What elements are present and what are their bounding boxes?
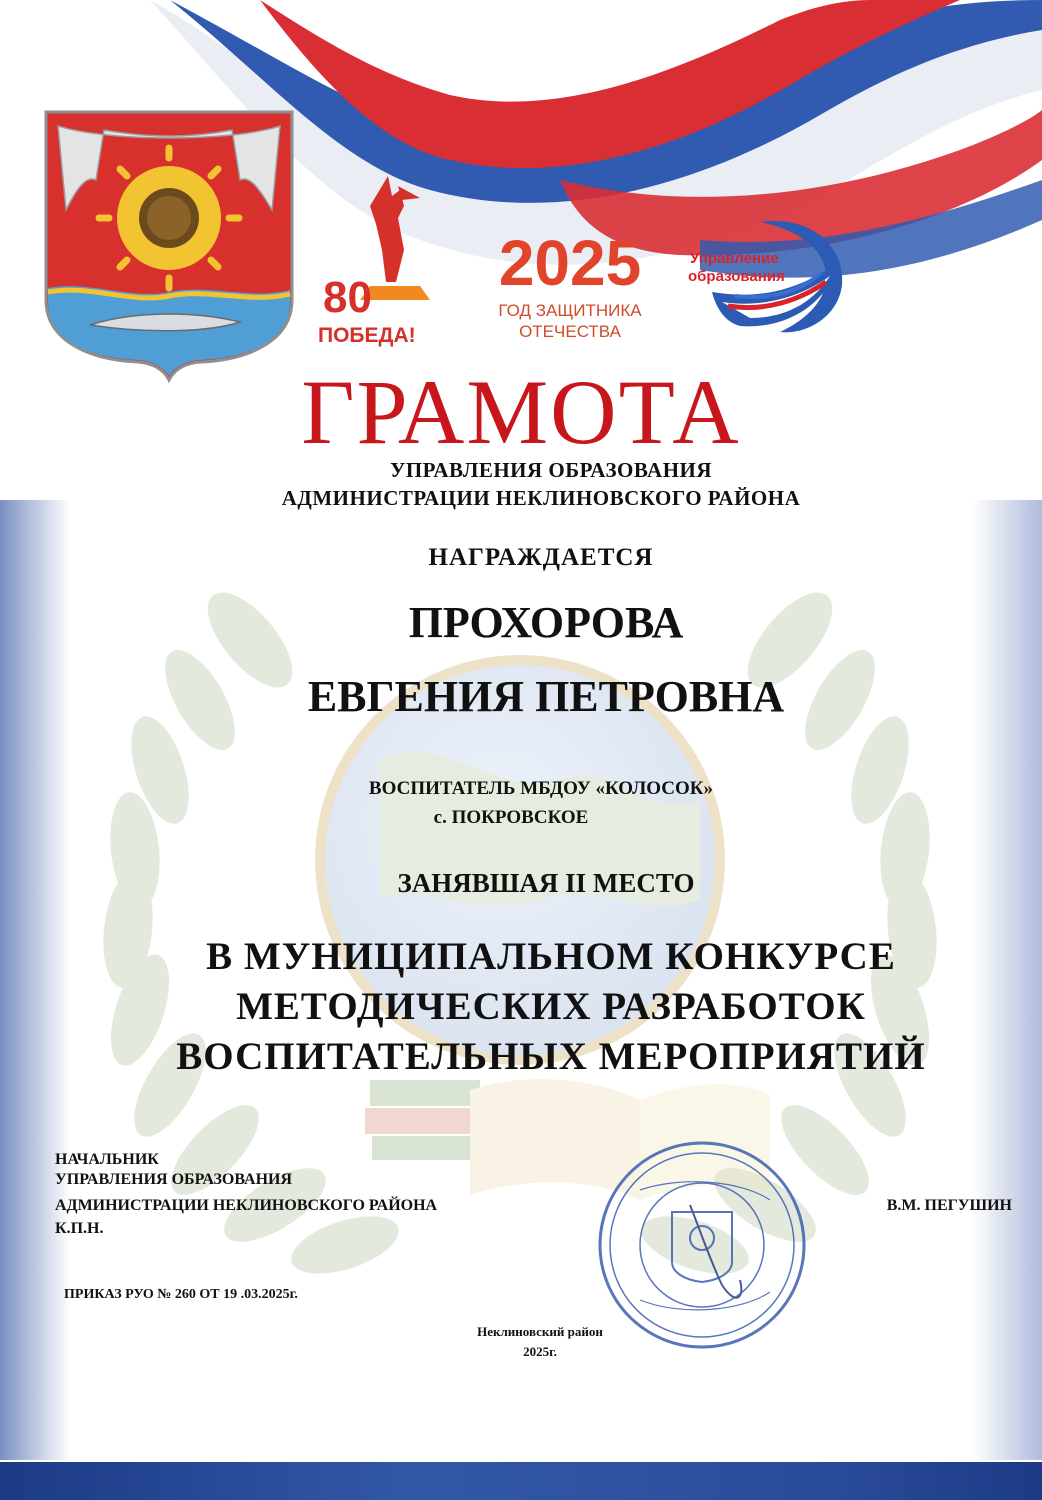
place-text: ЗАНЯВШАЯ II МЕСТО [397,868,695,898]
signature-line-1: НАЧАЛЬНИК [55,1151,159,1168]
footer-year: 2025г. [523,1344,557,1359]
year-number: 2025 [498,227,642,299]
signature-line-3: АДМИНИСТРАЦИИ НЕКЛИНОВСКОГО РАЙОНА [55,1197,438,1214]
org-line-2: АДМИНИСТРАЦИИ НЕКЛИНОВСКОГО РАЙОНА [281,486,801,510]
contest-line-1: В МУНИЦИПАЛЬНОМ КОНКУРСЕ [206,935,896,978]
signer-name: В.М. ПЕГУШИН [886,1197,1012,1214]
order-reference: ПРИКАЗ РУО № 260 ОТ 19 .03.2025г. [64,1287,298,1302]
recipient-given-names: ЕВГЕНИЯ ПЕТРОВНА [307,672,785,721]
signature-line-4: К.П.Н. [55,1220,104,1237]
awarded-label: НАГРАЖДАЕТСЯ [428,544,654,571]
contest-line-2: МЕТОДИЧЕСКИХ РАЗРАБОТОК [236,985,866,1028]
year-text-line2: ОТЕЧЕСТВА [519,322,621,341]
education-text-line1: Управление [690,250,779,267]
education-text-line2: образования [688,268,785,285]
signature-line-2: УПРАВЛЕНИЯ ОБРАЗОВАНИЯ [55,1171,293,1188]
recipient-surname: ПРОХОРОВА [408,598,684,647]
bottom-border-bar [0,1462,1042,1500]
position-line-1: ВОСПИТАТЕЛЬ МБДОУ «КОЛОСОК» [368,778,714,799]
contest-line-3: ВОСПИТАТЕЛЬНЫХ МЕРОПРИЯТИЙ [176,1035,926,1078]
victory-number: 80 [323,273,372,322]
footer-place: Неклиновский район [477,1324,603,1339]
certificate-title: ГРАМОТА [301,361,741,463]
year-text-line1: ГОД ЗАЩИТНИКА [498,301,642,320]
victory-text: ПОБЕДА! [318,324,416,347]
org-line-1: УПРАВЛЕНИЯ ОБРАЗОВАНИЯ [389,458,713,482]
position-line-2: с. ПОКРОВСКОЕ [433,807,589,828]
